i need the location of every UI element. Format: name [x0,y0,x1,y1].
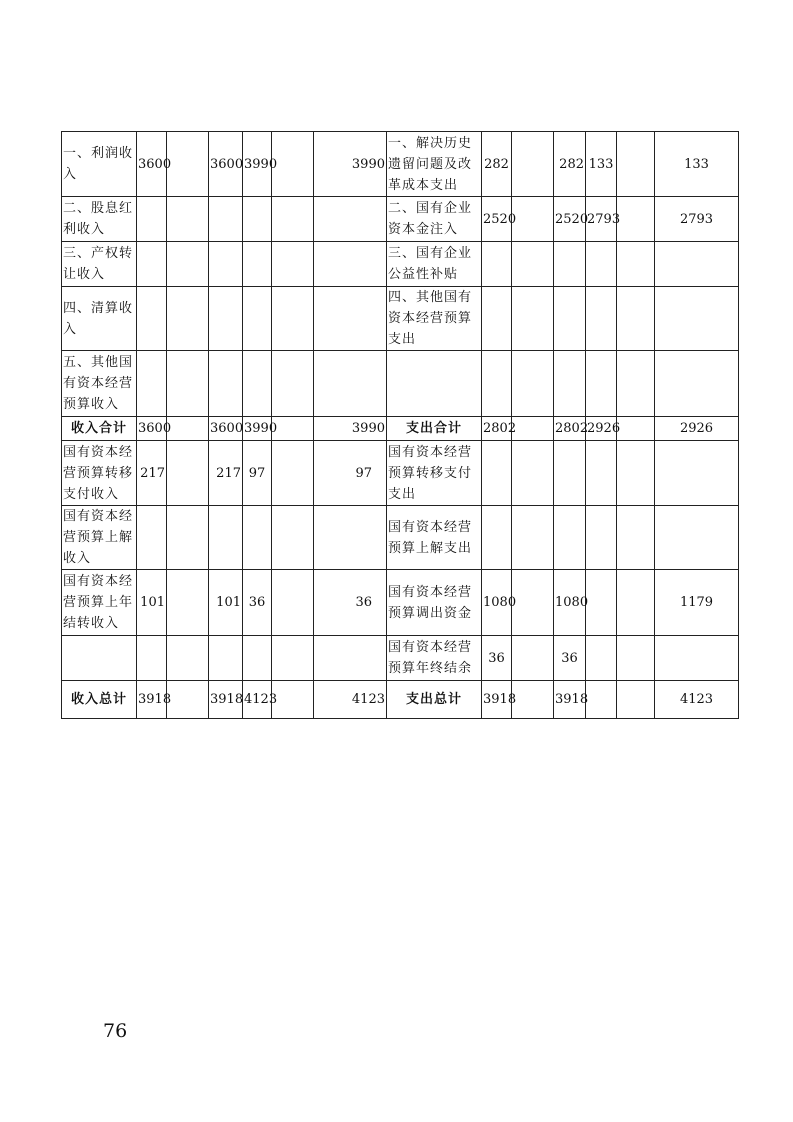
value-cell [209,506,243,570]
value-cell [586,287,617,351]
value-cell: 4123 [655,681,739,719]
value-cell: 133 [586,132,617,197]
value-cell [617,132,655,197]
value-cell: 2793 [655,197,739,242]
value-cell [167,242,209,287]
value-cell: 282 [482,132,512,197]
table-row [62,441,739,506]
table-row [62,132,739,197]
value-cell [586,351,617,417]
value-cell [314,351,387,417]
value-cell [272,417,314,441]
value-cell [554,287,586,351]
value-cell [512,351,554,417]
value-cell [314,636,387,681]
value-cell [482,441,512,506]
value-cell [655,351,739,417]
value-cell [167,417,209,441]
expense-label [387,351,482,417]
value-cell [314,506,387,570]
value-cell: 3990 [243,417,272,441]
value-cell [314,242,387,287]
value-cell [655,242,739,287]
value-cell [209,636,243,681]
table-row [62,242,739,287]
grand-total-row [62,681,739,719]
value-cell: 1080 [554,570,586,636]
value-cell [512,287,554,351]
income-label: 五、其他国有资本经营预算收入 [62,351,137,417]
value-cell [167,506,209,570]
value-cell [272,570,314,636]
income-subtotal-label: 收入合计 [62,417,137,441]
value-cell: 282 [554,132,586,197]
income-total-label: 收入总计 [62,681,137,719]
value-cell [272,242,314,287]
value-cell: 36 [482,636,512,681]
expense-label: 一、解决历史遗留问题及改革成本支出 [387,132,482,197]
value-cell [167,681,209,719]
value-cell [209,242,243,287]
value-cell [655,287,739,351]
value-cell [512,570,554,636]
value-cell: 3918 [137,681,167,719]
value-cell [167,441,209,506]
value-cell [482,242,512,287]
value-cell: 2926 [655,417,739,441]
page-number: 76 [103,1020,128,1042]
value-cell [617,441,655,506]
value-cell: 3600 [209,132,243,197]
expense-label: 四、其他国有资本经营预算支出 [387,287,482,351]
value-cell [617,351,655,417]
value-cell [272,506,314,570]
value-cell: 1080 [482,570,512,636]
table-row [62,287,739,351]
value-cell [272,636,314,681]
value-cell: 3918 [482,681,512,719]
value-cell: 4123 [243,681,272,719]
value-cell: 2802 [482,417,512,441]
value-cell [512,441,554,506]
value-cell [554,242,586,287]
value-cell: 3600 [137,417,167,441]
income-label [62,636,137,681]
value-cell [137,351,167,417]
value-cell: 36 [314,570,387,636]
value-cell: 217 [137,441,167,506]
income-label: 国有资本经营预算上年结转收入 [62,570,137,636]
value-cell [314,287,387,351]
value-cell [617,681,655,719]
value-cell [243,506,272,570]
value-cell [617,636,655,681]
value-cell: 2926 [586,417,617,441]
value-cell [137,197,167,242]
value-cell [167,351,209,417]
value-cell [137,287,167,351]
income-label: 一、利润收入 [62,132,137,197]
value-cell [482,506,512,570]
value-cell: 2520 [482,197,512,242]
value-cell [243,351,272,417]
value-cell: 3918 [554,681,586,719]
value-cell [617,417,655,441]
value-cell [167,570,209,636]
value-cell: 2802 [554,417,586,441]
value-cell [512,681,554,719]
value-cell [655,506,739,570]
value-cell [586,441,617,506]
value-cell [554,506,586,570]
value-cell [243,242,272,287]
expense-label: 国有资本经营预算调出资金 [387,570,482,636]
value-cell [512,417,554,441]
value-cell [137,636,167,681]
value-cell [586,242,617,287]
income-label: 三、产权转让收入 [62,242,137,287]
value-cell [272,351,314,417]
expense-label: 国有资本经营预算上解支出 [387,506,482,570]
value-cell [617,242,655,287]
value-cell [617,197,655,242]
value-cell [243,287,272,351]
value-cell: 101 [137,570,167,636]
value-cell [137,506,167,570]
value-cell [512,197,554,242]
value-cell: 97 [243,441,272,506]
value-cell [554,351,586,417]
value-cell [243,636,272,681]
value-cell [167,636,209,681]
value-cell [512,506,554,570]
value-cell [272,681,314,719]
expense-label: 三、国有企业公益性补贴 [387,242,482,287]
value-cell [209,287,243,351]
income-label: 二、股息红利收入 [62,197,137,242]
value-cell: 2793 [586,197,617,242]
value-cell [617,287,655,351]
table-row [62,636,739,681]
value-cell [482,351,512,417]
value-cell: 101 [209,570,243,636]
value-cell: 3990 [314,132,387,197]
value-cell [167,132,209,197]
value-cell: 3990 [314,417,387,441]
value-cell: 97 [314,441,387,506]
value-cell [655,441,739,506]
expense-subtotal-label: 支出合计 [387,417,482,441]
value-cell [655,636,739,681]
income-label: 四、清算收入 [62,287,137,351]
value-cell [209,351,243,417]
value-cell [243,197,272,242]
value-cell: 217 [209,441,243,506]
budget-table [61,131,739,719]
value-cell: 2520 [554,197,586,242]
value-cell: 3918 [209,681,243,719]
value-cell: 3990 [243,132,272,197]
income-label: 国有资本经营预算转移支付收入 [62,441,137,506]
value-cell [137,242,167,287]
value-cell [272,287,314,351]
subtotal-row [62,417,739,441]
value-cell [554,441,586,506]
value-cell: 133 [655,132,739,197]
value-cell: 3600 [209,417,243,441]
value-cell [512,242,554,287]
value-cell [512,636,554,681]
value-cell [272,197,314,242]
value-cell [314,197,387,242]
table-row [62,506,739,570]
value-cell [272,441,314,506]
value-cell [617,506,655,570]
expense-label: 二、国有企业资本金注入 [387,197,482,242]
expense-label: 国有资本经营预算转移支付支出 [387,441,482,506]
value-cell [617,570,655,636]
value-cell [586,506,617,570]
value-cell [167,197,209,242]
value-cell: 36 [243,570,272,636]
value-cell: 3600 [137,132,167,197]
value-cell [167,287,209,351]
income-label: 国有资本经营预算上解收入 [62,506,137,570]
value-cell [512,132,554,197]
value-cell [586,570,617,636]
value-cell [586,636,617,681]
table-row [62,197,739,242]
value-cell [272,132,314,197]
expense-label: 国有资本经营预算年终结余 [387,636,482,681]
expense-total-label: 支出总计 [387,681,482,719]
value-cell [586,681,617,719]
value-cell: 1179 [655,570,739,636]
table-row [62,351,739,417]
value-cell [209,197,243,242]
value-cell: 36 [554,636,586,681]
value-cell: 4123 [314,681,387,719]
table-row [62,570,739,636]
value-cell [482,287,512,351]
